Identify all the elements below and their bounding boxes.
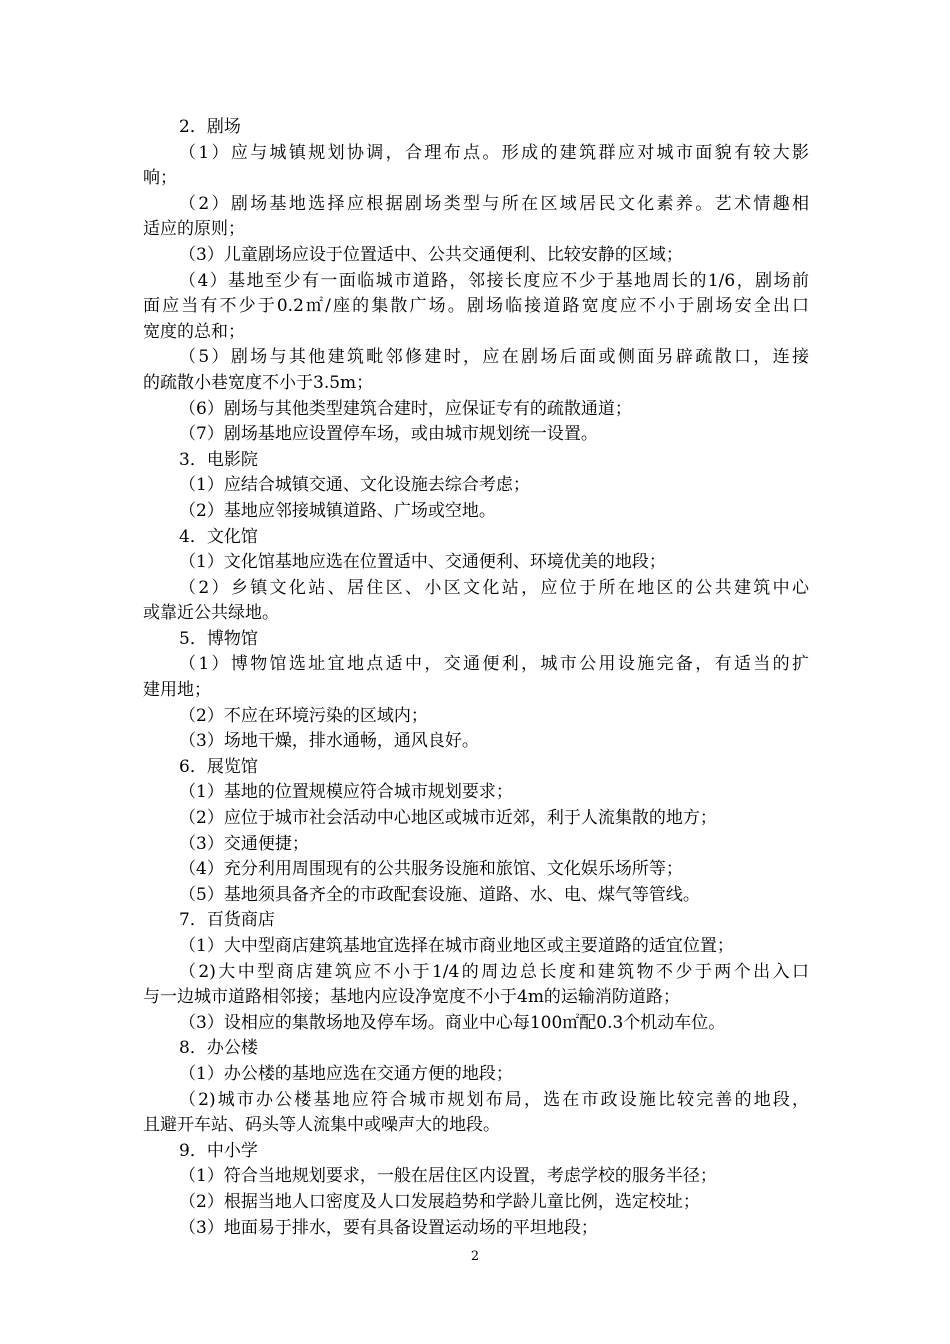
paragraph-line: （4）充分利用周围现有的公共服务设施和旅馆、文化娱乐场所等； bbox=[179, 859, 683, 880]
section-heading-department-store: 7．百货商店 bbox=[179, 910, 275, 931]
section-heading-schools: 9．中小学 bbox=[179, 1140, 258, 1161]
section-heading-exhibition-hall: 6．展览馆 bbox=[179, 756, 258, 777]
paragraph-line: （2）根据当地人口密度及人口发展趋势和学龄儿童比例，选定校址； bbox=[179, 1191, 700, 1212]
paragraph-line: （1）应与城镇规划协调，合理布点。形成的建筑群应对城市面貌有较大影 bbox=[179, 142, 809, 163]
paragraph-line: （2）不应在环境污染的区域内； bbox=[179, 705, 428, 726]
paragraph-line: （7）剧场基地应设置停车场，或由城市规划统一设置。 bbox=[179, 424, 598, 445]
paragraph-line: （5）剧场与其他建筑毗邻修建时，应在剧场后面或侧面另辟疏散口，连接 bbox=[179, 347, 809, 368]
paragraph-line: （3）儿童剧场应设于位置适中、公共交通便利、比较安静的区域； bbox=[179, 244, 683, 265]
paragraph-line: （2）剧场基地选择应根据剧场类型与所在区域居民文化素养。艺术情趣相 bbox=[179, 193, 809, 214]
paragraph-line: 适应的原则； bbox=[143, 219, 245, 240]
paragraph-line: 面应当有不少于0.2㎡/座的集散广场。剧场临接道路宽度应不小于剧场安全出口 bbox=[143, 296, 809, 317]
section-heading-cultural-center: 4．文化馆 bbox=[179, 526, 258, 547]
paragraph-line: （3）地面易于排水，要有具备设置运动场的平坦地段； bbox=[179, 1217, 598, 1238]
paragraph-line: （1）大中型商店建筑基地宜选择在城市商业地区或主要道路的适宜位置； bbox=[179, 936, 734, 956]
paragraph-line: 的疏散小巷宽度不小于3.5m； bbox=[143, 372, 374, 393]
paragraph-line: 或靠近公共绿地。 bbox=[143, 603, 279, 624]
paragraph-line: 建用地； bbox=[143, 680, 211, 701]
paragraph-line: 且避开车站、码头等人流集中或噪声大的地段。 bbox=[143, 1115, 500, 1136]
paragraph-line: （1）应结合城镇交通、文化设施去综合考虑； bbox=[179, 475, 530, 496]
paragraph-line: 与一边城市道路相邻接；基地内应设净宽度不小于4m的运输消防道路； bbox=[143, 987, 680, 1008]
paragraph-line: （5）基地须具备齐全的市政配套设施、道路、水、电、煤气等管线。 bbox=[179, 884, 700, 905]
section-heading-museum: 5．博物馆 bbox=[179, 628, 258, 649]
document-body bbox=[143, 115, 809, 1241]
paragraph-line: （2）基地应邻接城镇道路、广场或空地。 bbox=[179, 500, 496, 521]
paragraph-line: （2)城市办公楼基地应符合城市规划布局，选在市政设施比较完善的地段， bbox=[179, 1089, 809, 1110]
page-number: 2 bbox=[470, 1249, 480, 1264]
paragraph-line: （6）剧场与其他类型建筑合建时，应保证专有的疏散通道； bbox=[179, 398, 632, 419]
paragraph-line: （3）场地干燥，排水通畅，通风良好。 bbox=[179, 731, 479, 752]
paragraph-line: （2)大中型商店建筑应不小于1/4的周边总长度和建筑物不少于两个出入口 bbox=[179, 961, 809, 982]
section-heading-cinema: 3．电影院 bbox=[179, 449, 258, 470]
paragraph-line: （3）设相应的集散场地及停车场。商业中心每100㎡配0.3个机动车位。 bbox=[179, 1012, 726, 1033]
paragraph-line: （1）博物馆选址宜地点适中，交通便利，城市公用设施完备，有适当的扩 bbox=[179, 654, 809, 675]
paragraph-line: 响； bbox=[143, 168, 177, 189]
paragraph-line: 宽度的总和； bbox=[143, 321, 245, 342]
paragraph-line: （4）基地至少有一面临城市道路，邻接长度应不少于基地周长的1/6，剧场前 bbox=[179, 270, 809, 291]
paragraph-line: （3）交通便捷； bbox=[179, 833, 309, 854]
paragraph-line: （1）基地的位置规模应符合城市规划要求； bbox=[179, 782, 513, 803]
paragraph-line: （2）应位于城市社会活动中心地区或城市近郊，利于人流集散的地方； bbox=[179, 808, 717, 829]
paragraph-line: （1）符合当地规划要求，一般在居住区内设置，考虑学校的服务半径； bbox=[179, 1166, 717, 1187]
paragraph-line: （2）乡镇文化站、居住区、小区文化站，应位于所在地区的公共建筑中心 bbox=[179, 577, 809, 598]
section-heading-office-building: 8．办公楼 bbox=[179, 1038, 258, 1059]
paragraph-line: （1）办公楼的基地应选在交通方便的地段； bbox=[179, 1063, 513, 1084]
section-heading-theatre: 2．剧场 bbox=[179, 117, 241, 137]
paragraph-line: （1）文化馆基地应选在位置适中、交通便利、环境优美的地段； bbox=[179, 552, 666, 573]
